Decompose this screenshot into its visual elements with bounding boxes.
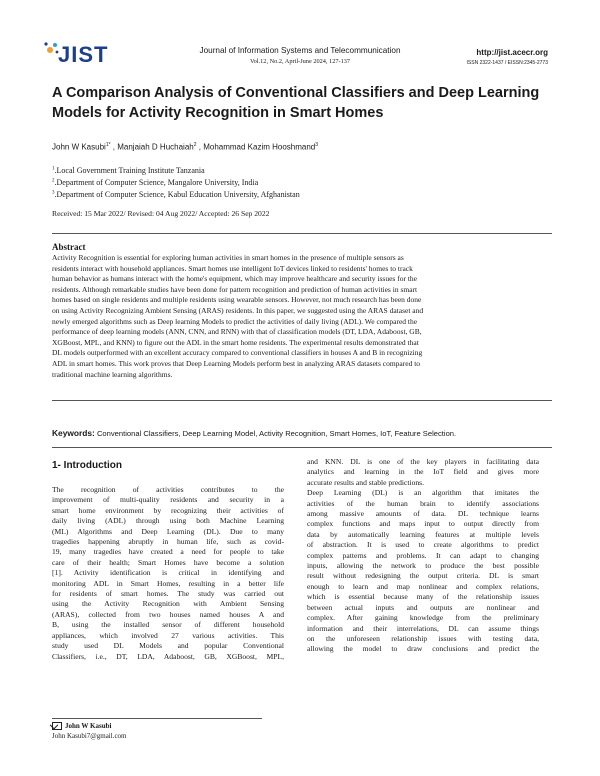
title-line: A Comparison Analysis of Conventional Classifiers and Deep Learning — [52, 85, 540, 101]
abstract-heading: Abstract — [52, 242, 86, 252]
corresponding-author-name: John W Kasubi — [65, 722, 112, 730]
body-line: care of their health; Smart Homes have become a solution — [52, 557, 284, 567]
body-line: study used DL Models and popular Conventional — [52, 641, 284, 651]
abstract-line: homes based on single residents and multiple residents using wearable sensors. However, not much research has been done — [52, 295, 422, 305]
author-name: John W Kasubi — [52, 142, 106, 152]
author-sup: 1* — [105, 142, 111, 148]
abstract-line: residents interact with household appliances. Smart homes use intelligent IoT devices linked to residents' homes to track — [52, 263, 413, 273]
affiliation-sup: 2 — [52, 178, 55, 184]
body-line: information and their interrelations, DL can assume things — [307, 623, 539, 633]
volume-info: Vol.12, No.2, April-June 2024, 127-137 — [249, 58, 351, 65]
body-line: data by automatically learning features at multiple levels — [307, 529, 539, 539]
body-line: tragedies happening abruptly in human life, such as covid- — [52, 537, 284, 547]
abstract-line: DL models outperformed with an excellent accuracy compared to conventional classifiers in houses A and B in recognizing — [52, 348, 423, 358]
affiliation — [52, 190, 300, 199]
body-line: accurate results and stable predictions. — [307, 477, 425, 487]
divider — [52, 400, 552, 401]
body-line: monitoring ADL in Smart Homes, resulting in a better life — [52, 578, 284, 588]
author-sup: 2 — [193, 142, 197, 148]
affiliation-text: .Local Government Training Institute Tanzania — [54, 166, 205, 175]
body-line: appliances, which involved 27 various activities. This — [52, 630, 284, 640]
submission-dates: Received: 15 Mar 2022/ Revised: 04 Aug 2022/ Accepted: 26 Sep 2022 — [52, 209, 270, 218]
title-line: Models for Activity Recognition in Smart Homes — [52, 105, 384, 121]
author-list: John W Kasubi$^{1*}$ , Manjaiah D Huchaiah$^2$ , Mohammad Kazim Hooshmand$^3$ — [52, 142, 319, 152]
journal-url[interactable]: http://jist.acecr.org — [476, 48, 548, 57]
body-line: (ML) Algorithms and Deep Learning (DL). Due to many — [52, 526, 284, 536]
body-line: analytics and learning in the IoT field and gives more — [307, 467, 539, 477]
paper-title — [52, 83, 562, 123]
abstract-body — [52, 253, 552, 380]
body-line: (ARAS), collected from two houses named houses A and — [52, 609, 284, 619]
body-line: inputs, allowing the network to produce the best possible — [307, 561, 539, 571]
body-line: improvement of multi-quality residents and security in a — [52, 495, 284, 505]
body-line: and KNN. DL is one of the key players in facilitating data — [307, 457, 539, 466]
author-sup: 3 — [315, 142, 319, 148]
affiliation-sup: 1 — [52, 166, 55, 172]
abstract-line: residents. Although remarkable studies have been done for pattern recognition and prediction of human activities in smart — [52, 284, 418, 294]
abstract-line: on using Activity Recognizing Ambient Sensing (ARAS) residents. In this paper, we suggested using the ARAS dataset and — [52, 305, 424, 315]
body-line: on the unforeseen relationship issues with testing data, — [307, 633, 539, 643]
body-line: The recognition of activities contributes to the — [52, 485, 284, 494]
abstract-line: XGBoost, MPL, and KNN) to figure out the ADL in the smart home residents. The experimental results demonstrated that — [52, 337, 419, 347]
body-line: using the Activity Recognition with Ambient Sensing — [52, 599, 284, 609]
journal-logo — [42, 40, 112, 70]
footnote-divider — [52, 718, 262, 719]
body-line: activities of the human brain to identify associations — [307, 498, 539, 508]
body-line: complex functions and maps input to output directly from — [307, 519, 539, 529]
body-line: B, using the installed sensor of different household — [52, 620, 284, 630]
author-name: Mohammad Kazim Hooshmand — [203, 142, 316, 152]
affiliation-text: .Department of Computer Science, Mangalore University, India — [54, 178, 259, 187]
section-heading: 1- Introduction — [52, 460, 122, 471]
abstract-line: ADL in smart homes. This work proves that Deep Learning Models perform best in analyzing ARAS datasets compared to — [52, 358, 421, 368]
affiliation-text: .Department of Computer Science, Kabul Education University, Afghanistan — [54, 190, 300, 199]
abstract-line: newly emerged algorithms such as Deep learning Models to predict the activities of daily living (ADL). We compared the — [52, 316, 418, 326]
body-line: Classifiers, i.e., DT, LDA, Adaboost, GB, XGBoost, MPL, — [52, 651, 284, 661]
corresponding-author — [52, 722, 111, 730]
author-name: Manjaiah D Huchaiah — [117, 142, 194, 152]
body-line: which is essential because many of the relationship issues — [307, 592, 539, 602]
abstract-line: human behavior as humans interact with the home's equipment, which may improve healthcare and security issues for the — [52, 274, 417, 284]
body-line: Deep Learning (DL) is an algorithm that imitates the — [307, 488, 539, 498]
body-line: smart home environment by recognizing their activities of — [52, 505, 284, 515]
issn: ISSN 2322-1437 / EISSN:2345-2773 — [466, 60, 548, 66]
body-line: 19, many tragedies have created a need for people to take — [52, 547, 284, 557]
body-line: of abstraction. It is used to create algorithms to predict — [307, 540, 539, 550]
body-column-right — [307, 457, 539, 655]
journal-name: Journal of Information Systems and Telecommunication — [199, 46, 401, 55]
affiliation — [52, 166, 205, 175]
keywords-text: Conventional Classifiers, Deep Learning Model, Activity Recognition, Smart Homes, IoT, Feature Selection. — [96, 429, 457, 438]
keywords-label: Keywords: — [52, 428, 95, 438]
affiliation — [52, 178, 258, 187]
body-line: enough to learn and map nonlinear and complex relations, — [307, 581, 539, 591]
body-line: allowing the model to draw conclusions and predict the — [307, 644, 539, 654]
body-column-left — [52, 485, 284, 662]
corresponding-email[interactable]: John Kasubi7@gmail.com — [52, 732, 127, 740]
logo-text: JIST — [58, 42, 109, 67]
divider — [52, 447, 552, 448]
body-line: for residents of smart homes. The study was carried out — [52, 589, 284, 599]
affiliation-sup: 3 — [52, 190, 55, 196]
body-line: complex. After gaining knowledge from the preliminary — [307, 613, 539, 623]
body-line: daily living (ADL) through using both Machine Learning — [52, 516, 284, 526]
body-line: complex patterns and problems. It can adapt to changing — [307, 550, 539, 560]
divider — [52, 233, 552, 234]
body-line: [1]. Activity identification is critical in identifying and — [52, 568, 284, 578]
body-line: among massive amounts of data. DL technique learns — [307, 509, 539, 519]
abstract-line: traditional machine learning algorithms. — [52, 369, 173, 379]
abstract-line: Activity Recognition is essential for exploring human activities in smart homes in the presence of multiple sensors as — [52, 253, 404, 262]
abstract-line: performance of deep learning models (ANN, CNN, and RNN) with that of classification models (DT, LDA, Adaboost, GB, — [52, 327, 422, 337]
body-line: between actual inputs and outputs are nonlinear and — [307, 602, 539, 612]
body-line: result without redesigning the output criteria. DL is smart — [307, 571, 539, 581]
envelope-icon — [52, 722, 62, 730]
keywords — [52, 428, 456, 438]
